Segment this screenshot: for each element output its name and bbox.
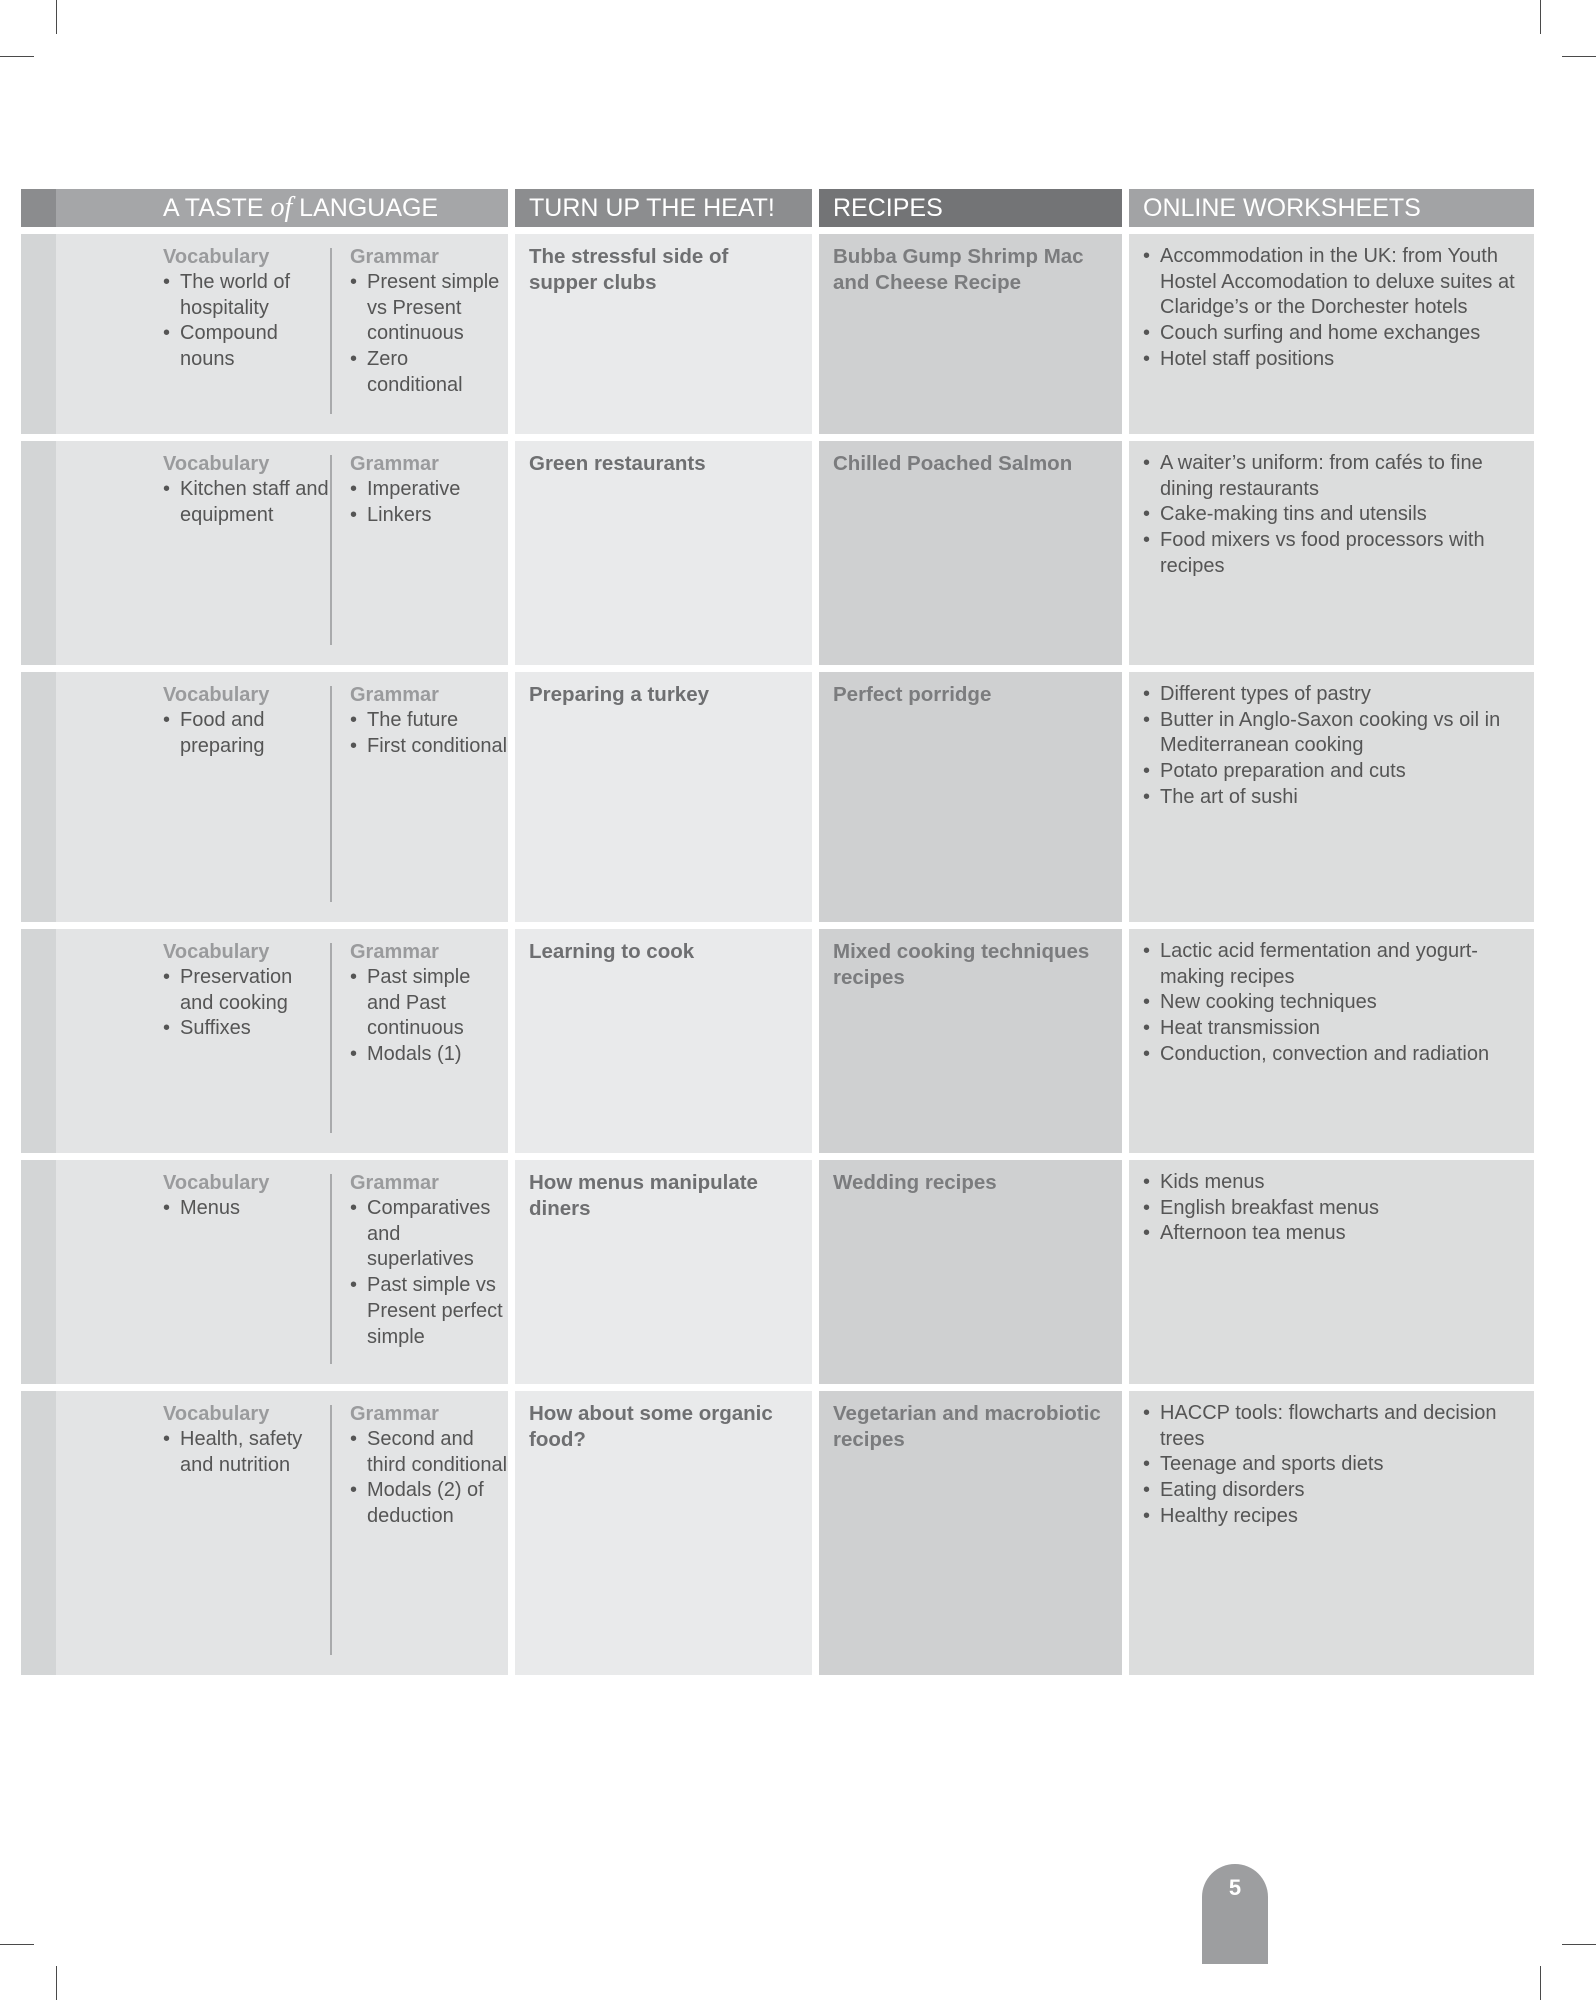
- recipe-title: Mixed cooking techniques recipes: [833, 940, 1090, 989]
- list-item: • Menus: [163, 1196, 330, 1222]
- vocabulary-list: [163, 1196, 330, 1222]
- vocabulary-block: [163, 1391, 330, 1675]
- grammar-heading: Grammar: [350, 1172, 439, 1194]
- header-taste-of-language: [21, 189, 508, 227]
- grammar-heading: Grammar: [350, 941, 439, 963]
- header-label-of: of: [270, 192, 293, 223]
- vocabulary-heading: Vocabulary: [163, 1172, 270, 1194]
- table-row: [21, 1160, 1541, 1384]
- grammar-heading: Grammar: [350, 684, 439, 706]
- grammar-block: [332, 1391, 508, 1675]
- crop-mark: [56, 0, 57, 34]
- language-cell: [21, 1391, 508, 1675]
- header-label-part: LANGUAGE: [292, 194, 439, 222]
- vocabulary-heading: Vocabulary: [163, 453, 270, 475]
- list-item: • Zero conditional: [350, 347, 508, 398]
- grammar-heading: Grammar: [350, 246, 439, 268]
- worksheets-list: [1143, 682, 1520, 811]
- row-strip: [21, 672, 56, 922]
- language-cell: [21, 929, 508, 1153]
- grammar-list: [350, 477, 508, 528]
- header-label: TURN UP THE HEAT!: [529, 194, 775, 222]
- vocabulary-block: [163, 441, 330, 665]
- list-item: • Eating disorders: [1143, 1478, 1520, 1504]
- table-header-row: [21, 189, 1541, 227]
- recipe-title: Vegetarian and macrobiotic recipes: [833, 1402, 1101, 1451]
- turn-up-the-heat-cell: [515, 672, 812, 922]
- recipes-cell: [819, 672, 1122, 922]
- list-item: • Compound nouns: [163, 321, 330, 372]
- language-cell: [21, 1160, 508, 1384]
- online-worksheets-cell: [1129, 234, 1534, 434]
- worksheets-list: [1143, 1170, 1520, 1247]
- grammar-block: [332, 929, 508, 1153]
- list-item: • Hotel staff positions: [1143, 347, 1520, 373]
- list-item: • Lactic acid fermentation and yogurt-making recipes: [1143, 939, 1520, 990]
- online-worksheets-cell: [1129, 1160, 1534, 1384]
- grammar-list: [350, 1196, 508, 1350]
- header-label-part: A TASTE: [163, 194, 271, 222]
- language-cell: [21, 441, 508, 665]
- header-label: [163, 189, 438, 227]
- recipes-cell: [819, 929, 1122, 1153]
- vocabulary-list: [163, 1427, 330, 1478]
- language-cell: [21, 672, 508, 922]
- list-item: • Food mixers vs food processors with recipes: [1143, 528, 1520, 579]
- list-item: • HACCP tools: flowcharts and decision trees: [1143, 1401, 1520, 1452]
- vocabulary-heading: Vocabulary: [163, 1403, 270, 1425]
- crop-mark: [1540, 0, 1541, 34]
- list-item: • Cake-making tins and utensils: [1143, 502, 1520, 528]
- vocabulary-list: [163, 477, 330, 528]
- list-item: • Healthy recipes: [1143, 1504, 1520, 1530]
- vocabulary-list: [163, 708, 330, 759]
- heat-title: How menus manipulate diners: [529, 1171, 758, 1220]
- row-strip: [21, 929, 56, 1153]
- grammar-list: [350, 1427, 508, 1530]
- list-item: • Modals (1): [350, 1042, 508, 1068]
- table-row: [21, 672, 1541, 922]
- list-item: • Teenage and sports diets: [1143, 1452, 1520, 1478]
- row-strip: [21, 1160, 56, 1384]
- worksheets-list: [1143, 939, 1520, 1068]
- list-item: • English breakfast menus: [1143, 1196, 1520, 1222]
- recipe-title: Perfect porridge: [833, 683, 992, 706]
- vocabulary-heading: Vocabulary: [163, 941, 270, 963]
- list-item: • Kitchen staff and equipment: [163, 477, 330, 528]
- recipe-title: Chilled Poached Salmon: [833, 452, 1073, 475]
- list-item: • Linkers: [350, 503, 508, 529]
- list-item: • A waiter’s uniform: from cafés to fine dining restaurants: [1143, 451, 1520, 502]
- recipes-cell: [819, 1160, 1122, 1384]
- crop-mark: [1562, 1944, 1596, 1945]
- vocabulary-block: [163, 1160, 330, 1384]
- list-item: • Comparatives and superlatives: [350, 1196, 508, 1273]
- table-row: [21, 441, 1541, 665]
- grammar-heading: Grammar: [350, 1403, 439, 1425]
- recipe-title: Bubba Gump Shrimp Mac and Cheese Recipe: [833, 245, 1084, 294]
- list-item: • Suffixes: [163, 1016, 330, 1042]
- grammar-list: [350, 965, 508, 1068]
- list-item: • New cooking techniques: [1143, 990, 1520, 1016]
- vocabulary-heading: Vocabulary: [163, 684, 270, 706]
- heat-title: Learning to cook: [529, 940, 695, 963]
- list-item: • Afternoon tea menus: [1143, 1221, 1520, 1247]
- row-strip: [21, 189, 56, 227]
- worksheets-list: [1143, 451, 1520, 580]
- page-number: 5: [1202, 1864, 1268, 1964]
- list-item: • Imperative: [350, 477, 508, 503]
- header-online-worksheets: [1129, 189, 1534, 227]
- row-strip: [21, 441, 56, 665]
- vocabulary-list: [163, 965, 330, 1042]
- vocabulary-list: [163, 270, 330, 373]
- crop-mark: [1540, 1966, 1541, 2000]
- list-item: • The future: [350, 708, 508, 734]
- crop-mark: [0, 56, 34, 57]
- online-worksheets-cell: [1129, 1391, 1534, 1675]
- list-item: • Potato preparation and cuts: [1143, 759, 1520, 785]
- recipe-title: Wedding recipes: [833, 1171, 997, 1194]
- grammar-block: [332, 441, 508, 665]
- list-item: • Couch surfing and home exchanges: [1143, 321, 1520, 347]
- worksheets-list: [1143, 244, 1520, 373]
- header-label: RECIPES: [833, 194, 943, 222]
- turn-up-the-heat-cell: [515, 1391, 812, 1675]
- list-item: • Food and preparing: [163, 708, 330, 759]
- crop-mark: [0, 1944, 34, 1945]
- heat-title: The stressful side of supper clubs: [529, 245, 729, 294]
- list-item: • Past simple and Past continuous: [350, 965, 508, 1042]
- recipes-cell: [819, 441, 1122, 665]
- grammar-heading: Grammar: [350, 453, 439, 475]
- online-worksheets-cell: [1129, 929, 1534, 1153]
- recipes-cell: [819, 1391, 1122, 1675]
- table-row: [21, 234, 1541, 434]
- header-recipes: [819, 189, 1122, 227]
- list-item: • Heat transmission: [1143, 1016, 1520, 1042]
- crop-mark: [56, 1966, 57, 2000]
- recipes-cell: [819, 234, 1122, 434]
- online-worksheets-cell: [1129, 672, 1534, 922]
- turn-up-the-heat-cell: [515, 929, 812, 1153]
- list-item: • Conduction, convection and radiation: [1143, 1042, 1520, 1068]
- vocabulary-block: [163, 672, 330, 922]
- list-item: • The art of sushi: [1143, 785, 1520, 811]
- vocabulary-block: [163, 929, 330, 1153]
- list-item: • Kids menus: [1143, 1170, 1520, 1196]
- grammar-block: [332, 234, 508, 434]
- crop-mark: [1562, 56, 1596, 57]
- row-strip: [21, 1391, 56, 1675]
- turn-up-the-heat-cell: [515, 1160, 812, 1384]
- heat-title: Preparing a turkey: [529, 683, 710, 706]
- list-item: • Accommodation in the UK: from Youth Hostel Accomodation to deluxe suites at Claridge’s or the Dorchester hotels: [1143, 244, 1520, 321]
- table-row: [21, 929, 1541, 1153]
- vocabulary-heading: Vocabulary: [163, 246, 270, 268]
- language-cell: [21, 234, 508, 434]
- list-item: • The world of hospitality: [163, 270, 330, 321]
- list-item: • First conditional: [350, 734, 508, 760]
- grammar-block: [332, 672, 508, 922]
- list-item: • Health, safety and nutrition: [163, 1427, 330, 1478]
- online-worksheets-cell: [1129, 441, 1534, 665]
- list-item: • Preservation and cooking: [163, 965, 330, 1016]
- vocabulary-block: [163, 234, 330, 434]
- row-strip: [21, 234, 56, 434]
- turn-up-the-heat-cell: [515, 234, 812, 434]
- turn-up-the-heat-cell: [515, 441, 812, 665]
- grammar-list: [350, 708, 508, 759]
- header-turn-up-the-heat: [515, 189, 812, 227]
- list-item: • Present simple vs Present continuous: [350, 270, 508, 347]
- grammar-list: [350, 270, 508, 399]
- list-item: • Different types of pastry: [1143, 682, 1520, 708]
- header-label: ONLINE WORKSHEETS: [1143, 194, 1421, 222]
- contents-table: [21, 189, 1541, 1675]
- list-item: • Past simple vs Present perfect simple: [350, 1273, 508, 1350]
- heat-title: How about some organic food?: [529, 1402, 773, 1451]
- list-item: • Butter in Anglo-Saxon cooking vs oil in Mediterranean cooking: [1143, 708, 1520, 759]
- worksheets-list: [1143, 1401, 1520, 1530]
- list-item: • Modals (2) of deduction: [350, 1478, 508, 1529]
- grammar-block: [332, 1160, 508, 1384]
- heat-title: Green restaurants: [529, 452, 706, 475]
- list-item: • Second and third conditional: [350, 1427, 508, 1478]
- table-row: [21, 1391, 1541, 1675]
